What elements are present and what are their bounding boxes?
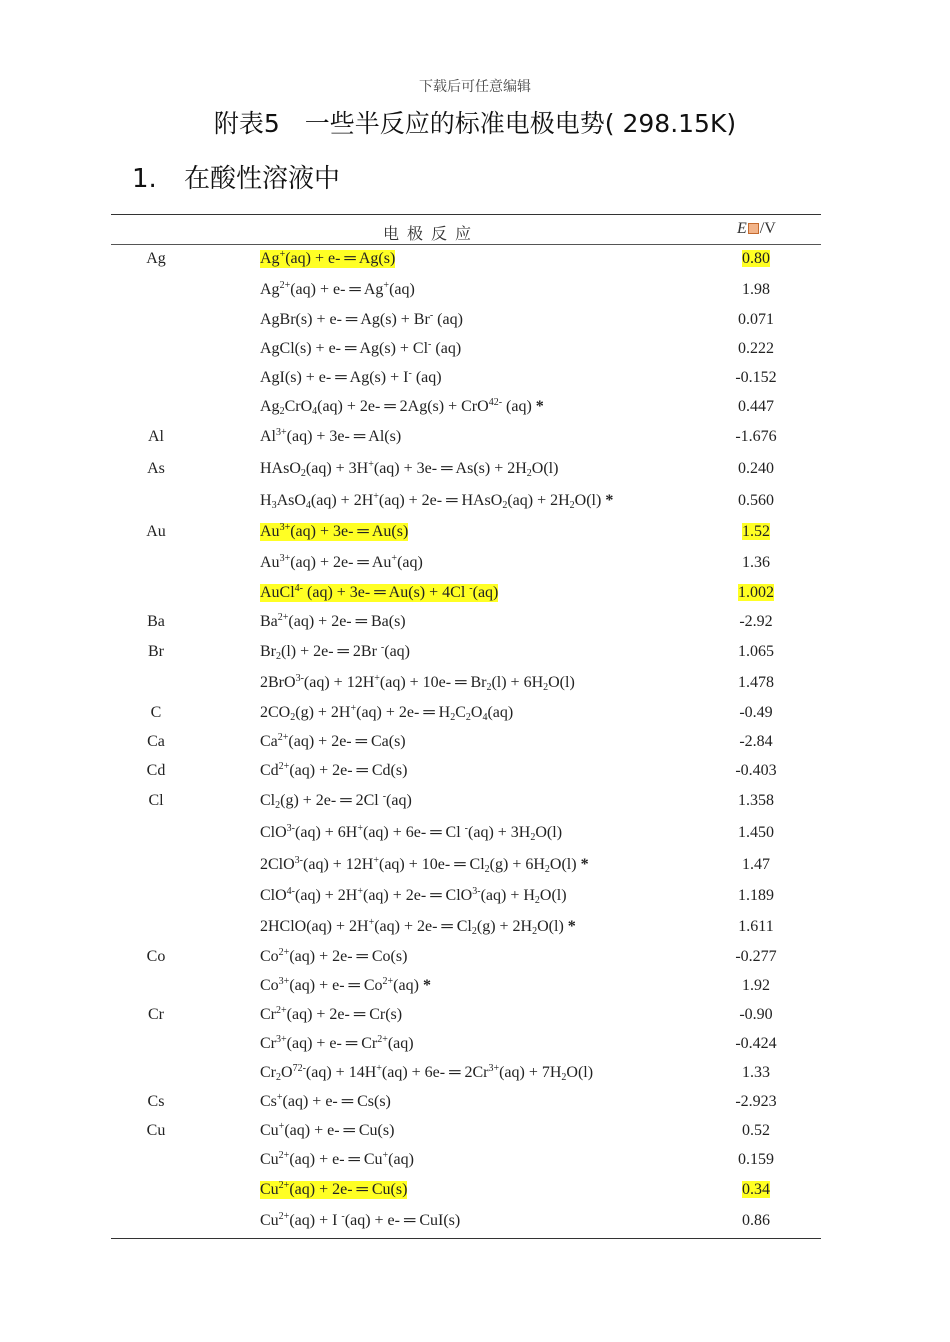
potential-value: 0.34	[742, 1180, 770, 1198]
section-heading	[132, 158, 340, 195]
half-reaction: $Ca^{2+}(aq) + 2e-$ ═ Ca(s)	[260, 731, 406, 750]
table-row	[111, 423, 821, 454]
table-row	[111, 1207, 821, 1238]
table-row	[111, 487, 821, 518]
half-reaction: $Al^{3+}(aq) + 3e-$ ═ Al(s)	[260, 426, 402, 445]
potential-value: -1.676	[735, 427, 777, 445]
table-row	[111, 336, 821, 365]
half-reaction: $Cr^{2+}(aq) + 2e-$ ═ Cr(s)	[260, 1004, 403, 1023]
table-row	[111, 365, 821, 394]
table-row	[111, 700, 821, 729]
standard-state-icon	[748, 223, 759, 234]
table-row	[111, 1176, 821, 1207]
potential-value: 0.447	[738, 397, 774, 415]
element-symbol: Al	[148, 427, 164, 445]
table-row	[111, 1031, 821, 1060]
element-symbol: As	[147, 459, 165, 477]
potential-value: 1.358	[738, 791, 774, 809]
table-row	[111, 1147, 821, 1176]
half-reaction: $Cu^{2+}(aq) + 2e-$ ═ Cu(s)	[260, 1179, 408, 1198]
half-reaction: AgI(s) + e- ═ Ag(s) + I- (aq)	[260, 367, 442, 386]
table-row	[111, 1089, 821, 1118]
half-reaction: $Cl_2(g) + 2e-$ ═ 2Cl -(aq)	[260, 790, 412, 811]
half-reaction: $2CO_2(g) + 2H^+(aq) + 2e-$ ═ $H_2C_2O_4(aq)$	[260, 702, 514, 723]
table-row	[111, 245, 821, 276]
half-reaction: AuCl$^{4-}$ (aq) + 3e- ═ Au(s) + 4Cl -(aq)	[260, 582, 499, 601]
potential-value: -2.84	[739, 732, 773, 750]
half-reaction: AgBr(s) + e- ═ Ag(s) + Br- (aq)	[260, 309, 463, 328]
potential-value: -0.403	[735, 761, 777, 779]
half-reaction: Cu+(aq) + e- ═ Cu(s)	[260, 1120, 395, 1139]
potential-value: 0.80	[742, 249, 770, 267]
table-row	[111, 454, 821, 487]
potential-table	[111, 214, 821, 1239]
potential-value: 1.92	[742, 976, 770, 994]
section-label: 在酸性溶液中	[184, 164, 341, 194]
potential-value: 1.47	[742, 855, 770, 873]
table-row	[111, 276, 821, 307]
potential-value: 0.222	[738, 339, 774, 357]
element-symbol: Ca	[147, 732, 165, 750]
element-symbol: Br	[148, 642, 164, 660]
half-reaction: $Cu^{2+}(aq) + e-$ ═ Cu+(aq)	[260, 1149, 414, 1168]
half-reaction: $Co^{2+}(aq) + 2e-$ ═ Co(s)	[260, 946, 408, 965]
half-reaction: $Au^{3+}(aq) + 2e-$ ═ Au+(aq)	[260, 552, 423, 571]
potential-value: 1.002	[738, 583, 774, 601]
potential-value: -2.923	[735, 1092, 777, 1110]
potential-value: 0.86	[742, 1211, 770, 1229]
element-symbol: Co	[146, 947, 166, 965]
potential-value: -2.92	[739, 612, 773, 630]
half-reaction: $Ag^{2+}(aq) + e-$ ═ Ag+(aq)	[260, 279, 415, 298]
table-row	[111, 307, 821, 336]
half-reaction: 2BrO$^{3-}$(aq) + 12H+(aq) + 10e- ═ $Br_2(l) + 6H_2O(l)$	[260, 672, 575, 693]
half-reaction: $Br_2(l) + 2e-$ ═ 2Br -(aq)	[260, 641, 410, 662]
half-reaction: $Co^{3+}(aq) + e-$ ═ $Co^{2+}(aq)$ *	[260, 975, 431, 994]
table-row	[111, 394, 821, 423]
half-reaction: $Cr_2O^{72-}(aq) + 14H^+(aq) + 6e-$ ═ $2Cr^{3+}(aq) + 7H_2O(l)$	[260, 1062, 594, 1083]
element-symbol: Cd	[146, 761, 166, 779]
potential-column-header	[737, 220, 776, 238]
potential-value: -0.152	[735, 368, 777, 386]
potential-value: 1.33	[742, 1063, 770, 1081]
potential-value: 1.36	[742, 553, 770, 571]
potential-value: -0.277	[735, 947, 777, 965]
table-row	[111, 787, 821, 818]
element-symbol: C	[150, 703, 162, 721]
potential-value: 0.159	[738, 1150, 774, 1168]
element-symbol: Au	[146, 522, 166, 540]
table-row	[111, 729, 821, 758]
half-reaction: HAsO$_2$(aq) + 3H+(aq) + 3e- ═ $As(s) + 2H_2O(l)$	[260, 458, 559, 479]
potential-value: 0.071	[738, 310, 774, 328]
table-row	[111, 851, 821, 882]
half-reaction: AgCl(s) + e- ═ Ag(s) + Cl- (aq)	[260, 338, 462, 357]
half-reaction: Ag+(aq) + e- ═ Ag(s)	[260, 248, 396, 267]
reaction-column-header: 电极反应	[383, 226, 480, 243]
potential-value: 1.478	[738, 673, 774, 691]
page-header: 下载后可任意编辑	[419, 80, 531, 95]
table-body	[111, 245, 821, 1238]
potential-value: 1.52	[742, 522, 770, 540]
table-row	[111, 1118, 821, 1147]
table-row	[111, 913, 821, 944]
element-symbol: Cu	[146, 1121, 166, 1139]
element-symbol: Cs	[147, 1092, 165, 1110]
half-reaction: ClO$^{4-}$(aq) + 2H+(aq) + 2e- ═ $ClO^{3-}(aq) + H_2O(l)$	[260, 885, 567, 906]
half-reaction: $Cd^{2+}(aq) + 2e-$ ═ Cd(s)	[260, 760, 408, 779]
section-number: 1.	[132, 164, 157, 194]
table-row	[111, 518, 821, 549]
potential-value: 1.611	[738, 917, 774, 935]
table-row	[111, 1060, 821, 1089]
table-row	[111, 1002, 821, 1031]
table-row	[111, 944, 821, 973]
element-symbol: Ag	[146, 249, 166, 267]
half-reaction: ClO$^{3-}$(aq) + 6H+(aq) + 6e- ═ Cl $^-(aq) + 3H_2O(l)$	[260, 822, 563, 843]
table-row	[111, 758, 821, 787]
potential-value: 1.450	[738, 823, 774, 841]
half-reaction: 2ClO$^{3-}$(aq) + 12H+(aq) + 10e- ═ $Cl_2(g) + 6H_2O(l)$ *	[260, 854, 589, 875]
half-reaction: Cs+(aq) + e- ═ Cs(s)	[260, 1091, 391, 1110]
potential-symbol-e: E	[737, 220, 747, 237]
half-reaction: $Cu^{2+}(aq) + I$ -(aq) + e- ═ CuI(s)	[260, 1210, 461, 1229]
potential-value: 0.560	[738, 491, 774, 509]
potential-value: -0.424	[735, 1034, 777, 1052]
potential-unit: /V	[759, 220, 776, 237]
table-row	[111, 882, 821, 913]
half-reaction: $H_3AsO_4(aq) + 2H^+(aq) + 2e-$ ═ HAsO$_2$(aq) + $2H_2O(l)$ *	[260, 490, 614, 511]
potential-value: 1.98	[742, 280, 770, 298]
table-row	[111, 549, 821, 580]
potential-value: -0.49	[739, 703, 773, 721]
table-row	[111, 638, 821, 669]
table-row	[111, 669, 821, 700]
half-reaction: $Ba^{2+}(aq) + 2e-$ ═ Ba(s)	[260, 611, 406, 630]
table-row	[111, 973, 821, 1002]
potential-value: 1.189	[738, 886, 774, 904]
half-reaction: $Cr^{3+}(aq) + e-$ ═ $Cr^{2+}(aq)$	[260, 1033, 414, 1052]
potential-value: 1.065	[738, 642, 774, 660]
table-row	[111, 609, 821, 638]
page-title: 附表5 一些半反应的标准电极电势( 298.15K)	[213, 109, 737, 138]
table-row	[111, 580, 821, 609]
element-symbol: Cr	[148, 1005, 164, 1023]
potential-value: 0.240	[738, 459, 774, 477]
element-symbol: Cl	[148, 791, 164, 809]
half-reaction: $Au^{3+}(aq) + 3e-$ ═ Au(s)	[260, 521, 409, 540]
potential-value: -0.90	[739, 1005, 773, 1023]
table-header	[111, 215, 821, 245]
table-row	[111, 818, 821, 851]
half-reaction: $Ag_2CrO_4(aq) + 2e-$ ═ 2Ag(s) + CrO$^{42-}$ (aq) *	[260, 396, 544, 417]
half-reaction: 2HClO(aq) + 2H+(aq) + 2e- ═ $Cl_2(g) + 2H_2O(l)$ *	[260, 916, 576, 937]
potential-value: 0.52	[742, 1121, 770, 1139]
element-symbol: Ba	[147, 612, 165, 630]
